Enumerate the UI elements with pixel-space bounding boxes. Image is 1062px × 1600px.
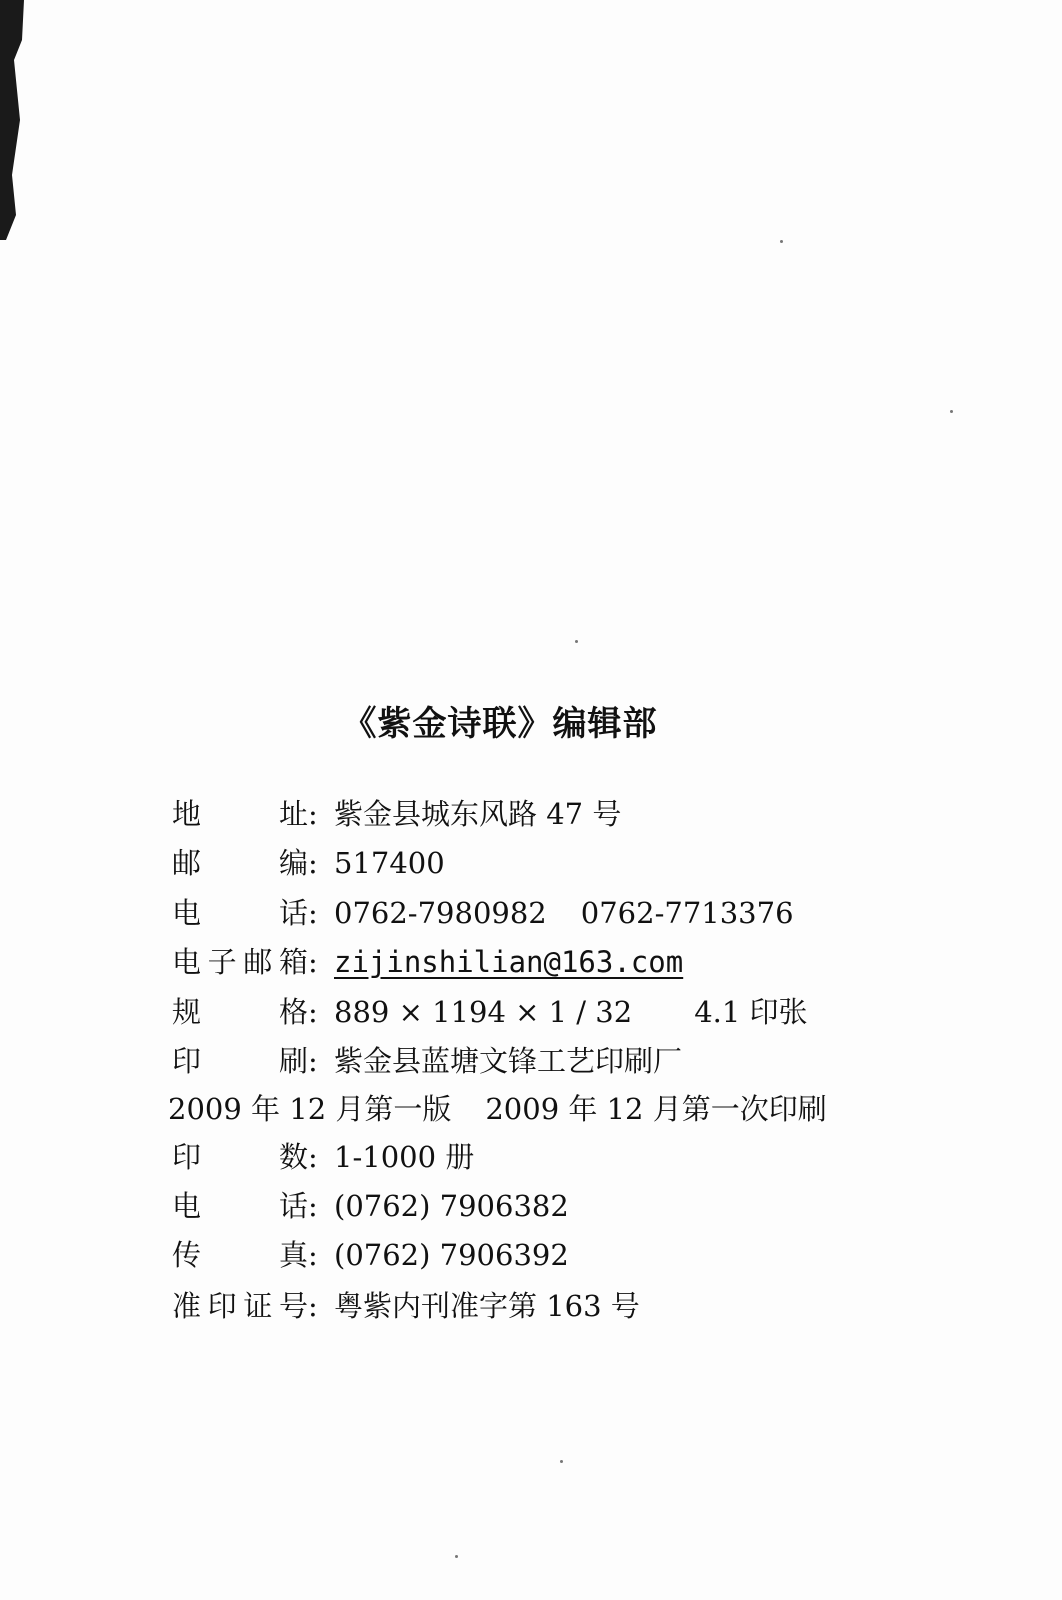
- field-colon: :: [308, 797, 318, 831]
- scan-speck: [950, 410, 953, 413]
- field-colon: :: [308, 1189, 318, 1223]
- field-colon: :: [308, 1289, 318, 1323]
- info-row-printer: [172, 1041, 682, 1081]
- info-row-phone: [172, 893, 794, 933]
- field-colon: :: [308, 896, 318, 930]
- field-value: 紫金县蓝塘文锋工艺印刷厂: [334, 1044, 683, 1078]
- info-row-phone-2: [172, 1186, 569, 1226]
- field-label: 电话: [172, 1189, 308, 1223]
- info-row-format: [172, 992, 808, 1032]
- field-value: (0762) 7906392: [334, 1238, 569, 1272]
- field-colon: :: [308, 1044, 318, 1078]
- info-row-email: [172, 942, 683, 982]
- field-value: 1-1000 册: [334, 1140, 475, 1174]
- field-value: 517400: [334, 846, 445, 880]
- field-value-secondary: 4.1 印张: [694, 995, 808, 1029]
- field-colon: :: [308, 945, 318, 979]
- edition-text: 2009 年 12 月第一版: [168, 1092, 452, 1126]
- field-label: 规格: [172, 995, 308, 1029]
- scan-edge-mark: [0, 0, 26, 240]
- field-value: 0762-7980982: [334, 896, 547, 930]
- scan-speck: [575, 640, 578, 643]
- field-label: 邮编: [172, 846, 308, 880]
- field-colon: :: [308, 846, 318, 880]
- field-value: 889 × 1194 × 1 / 32: [334, 995, 633, 1029]
- info-row-address: [172, 794, 621, 834]
- scan-speck: [560, 1460, 563, 1463]
- info-row-print-run: [172, 1137, 474, 1177]
- field-value-secondary: 0762-7713376: [580, 896, 794, 930]
- field-label: 印刷: [172, 1044, 308, 1078]
- field-label: 地址: [172, 797, 308, 831]
- field-label: 印数: [172, 1140, 308, 1174]
- field-label: 电子邮箱: [172, 945, 308, 979]
- field-label: 电话: [172, 896, 308, 930]
- scan-speck: [780, 240, 783, 243]
- field-value: 紫金县城东风路 47 号: [334, 797, 622, 831]
- scan-speck: [455, 1555, 458, 1558]
- page-title: 《紫金诗联》编辑部: [342, 704, 658, 744]
- printing-text: 2009 年 12 月第一次印刷: [485, 1092, 827, 1126]
- info-row-permit: [172, 1286, 640, 1326]
- field-colon: :: [308, 1238, 318, 1272]
- field-value: (0762) 7906382: [334, 1189, 569, 1223]
- field-colon: :: [308, 995, 318, 1029]
- field-label: 传真: [172, 1238, 308, 1272]
- email-link[interactable]: zijinshilian@163.com: [334, 945, 684, 979]
- field-colon: :: [308, 1140, 318, 1174]
- info-row-edition: [168, 1089, 827, 1129]
- field-value: 粤紫内刊准字第 163 号: [334, 1289, 640, 1323]
- field-label: 准印证号: [172, 1289, 308, 1323]
- info-row-fax: [172, 1235, 569, 1275]
- info-row-postcode: [172, 843, 445, 883]
